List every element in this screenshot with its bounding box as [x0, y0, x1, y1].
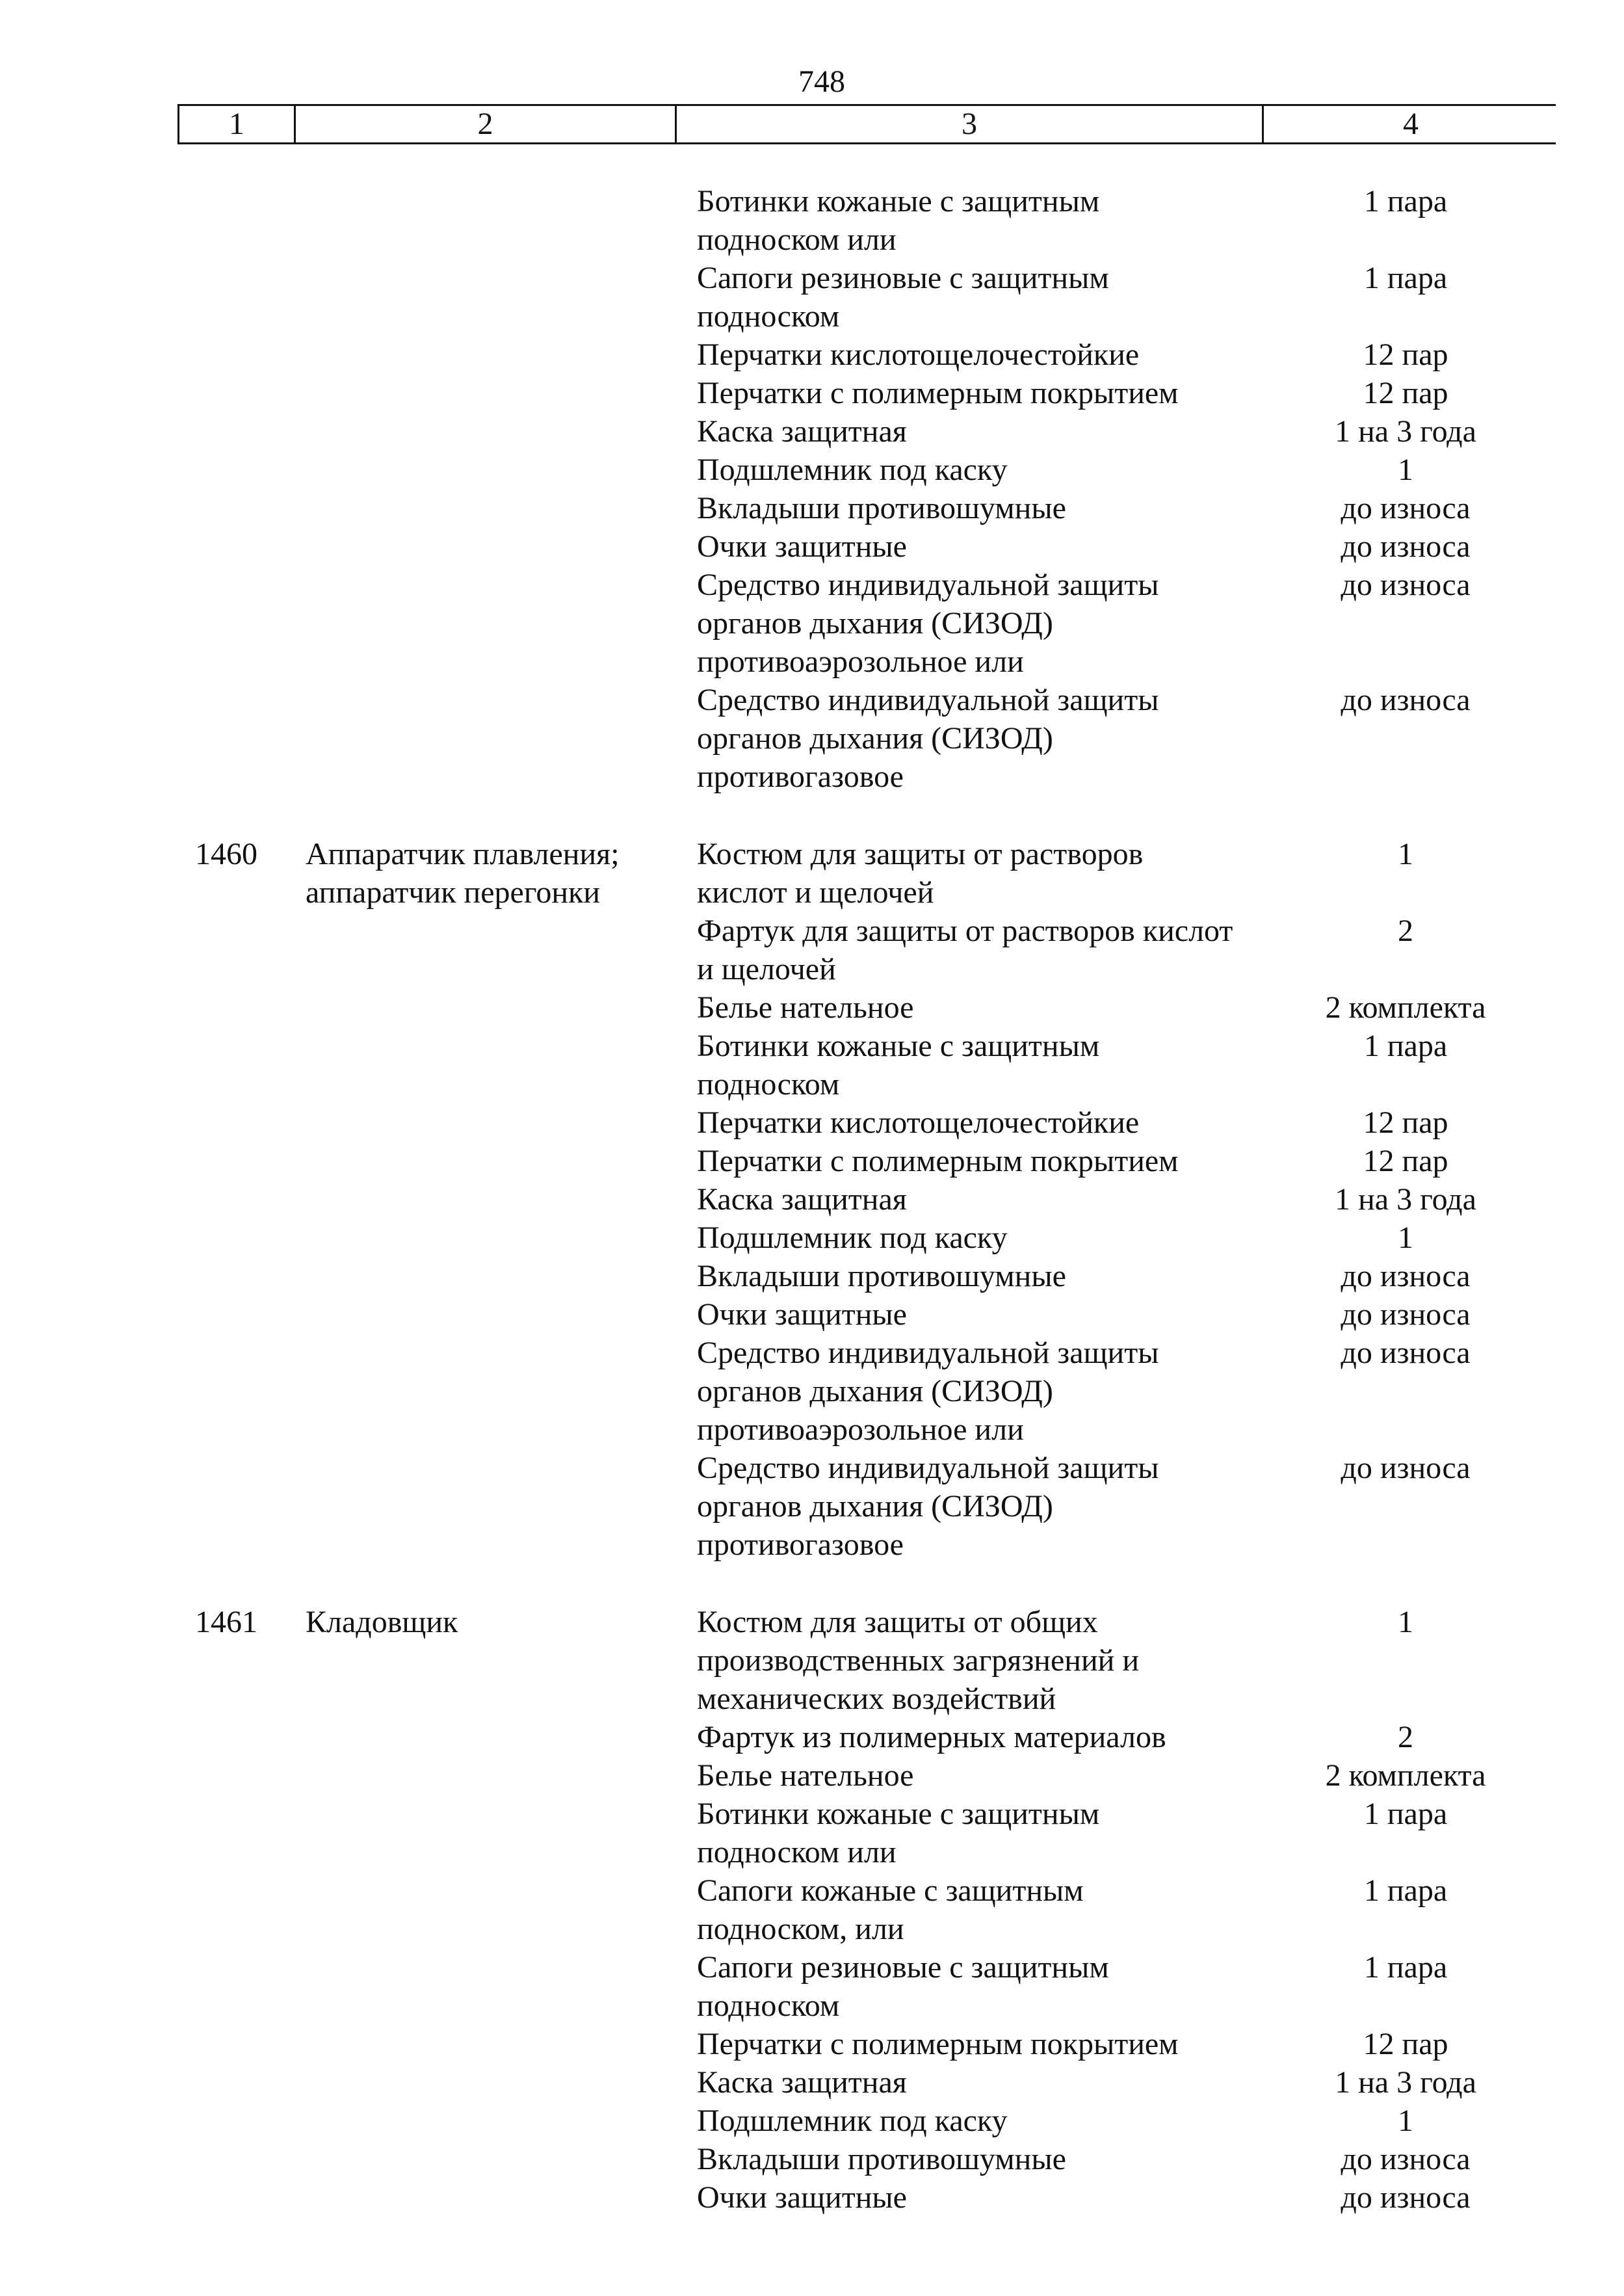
ppe-item-name: Средство индивидуальной защиты органов дыхания (СИЗОД) противогазовое — [697, 1451, 1159, 1562]
table-row — [0, 1795, 1624, 1871]
ppe-issue-norm: до износа — [1341, 529, 1471, 564]
table-row — [0, 1871, 1624, 1948]
ppe-item-name: Вкладыши противошумные — [697, 1259, 1066, 1293]
ppe-issue-norm: 12 пар — [1363, 376, 1448, 410]
ppe-issue-norm: 2 — [1398, 1720, 1413, 1754]
ppe-item-name: Перчатки кислотощелочестойкие — [697, 1105, 1140, 1140]
ppe-item-name: Сапоги резиновые с защитным подноском — [697, 1950, 1109, 2023]
ppe-item-name: Фартук для защиты от растворов кислот и щелочей — [697, 914, 1233, 986]
ppe-item-name: Белье нательное — [697, 1758, 914, 1793]
ppe-item-name: Подшлемник под каску — [697, 453, 1008, 487]
ppe-issue-norm: 1 — [1398, 837, 1413, 871]
ppe-item-name: Костюм для защиты от растворов кислот и щелочей — [697, 837, 1144, 910]
table-row — [0, 2025, 1624, 2063]
table-row — [0, 1295, 1624, 1334]
table-row — [0, 566, 1624, 681]
ppe-issue-norm: до износа — [1341, 1297, 1471, 1332]
ppe-item-name: Костюм для защиты от общих производственных загрязнений и механических воздействий — [697, 1605, 1140, 1716]
ppe-issue-norm: до износа — [1341, 1336, 1471, 1370]
table-row — [0, 1948, 1624, 2025]
ppe-item-name: Ботинки кожаные с защитным подноском или — [697, 1797, 1100, 1869]
ppe-item-name: Сапоги резиновые с защитным подноском — [697, 261, 1109, 334]
table-row — [0, 2140, 1624, 2178]
block-separator — [0, 1564, 1624, 1603]
ppe-issue-norm: 1 — [1398, 2104, 1413, 2138]
ppe-issue-norm: 12 пар — [1363, 2027, 1448, 2061]
ppe-issue-norm: до износа — [1341, 683, 1471, 717]
occupation-name: Кладовщик — [306, 1605, 458, 1639]
column-header-1: 1 — [229, 107, 244, 141]
ppe-item-name: Средство индивидуальной защиты органов дыхания (СИЗОД) противоаэрозольное или — [697, 568, 1159, 679]
ppe-item-name: Каска защитная — [697, 414, 907, 449]
table-row — [0, 2063, 1624, 2102]
table-row — [0, 1718, 1624, 1756]
table-row — [0, 681, 1624, 796]
table-row — [0, 1027, 1624, 1103]
ppe-item-name: Средство индивидуальной защиты органов дыхания (СИЗОД) противогазовое — [697, 683, 1159, 794]
column-header-2: 2 — [477, 107, 493, 141]
table-body — [0, 182, 1624, 2217]
table-row — [0, 1334, 1624, 1449]
ppe-issue-norm: 1 пара — [1363, 1029, 1448, 1063]
ppe-item-name: Очки защитные — [697, 1297, 907, 1332]
ppe-issue-norm: 1 пара — [1363, 184, 1448, 218]
table-row — [0, 1603, 1624, 1718]
table-row — [0, 1257, 1624, 1295]
page-number: 748 — [798, 64, 845, 99]
table-row — [0, 374, 1624, 412]
column-header-3: 3 — [962, 107, 977, 141]
ppe-issue-norm: 1 — [1398, 453, 1413, 487]
ppe-issue-norm: 1 на 3 года — [1335, 2065, 1476, 2100]
ppe-issue-norm: 1 — [1398, 1221, 1413, 1255]
ppe-issue-norm: 1 на 3 года — [1335, 1182, 1476, 1217]
ppe-item-name: Белье нательное — [697, 990, 914, 1025]
table-row — [0, 1180, 1624, 1219]
ppe-issue-norm: 1 на 3 года — [1335, 414, 1476, 449]
ppe-item-name: Подшлемник под каску — [697, 2104, 1008, 2138]
ppe-issue-norm: 2 комплекта — [1325, 990, 1486, 1025]
table-row — [0, 336, 1624, 374]
ppe-issue-norm: 1 пара — [1363, 1950, 1448, 1985]
table-column-header — [177, 104, 1556, 144]
occupation-name: Аппаратчик плавления; аппаратчик перегонки — [306, 837, 620, 910]
table-row — [0, 489, 1624, 527]
ppe-issue-norm: 2 — [1398, 914, 1413, 948]
ppe-issue-norm: 1 пара — [1363, 1797, 1448, 1831]
ppe-issue-norm: до износа — [1341, 2180, 1471, 2215]
ppe-item-name: Ботинки кожаные с защитным подноском или — [697, 184, 1100, 257]
ppe-issue-norm: 12 пар — [1363, 1144, 1448, 1178]
block-separator — [0, 796, 1624, 835]
occupation-block — [0, 1603, 1624, 2217]
ppe-item-name: Перчатки с полимерным покрытием — [697, 376, 1179, 410]
ppe-item-name: Подшлемник под каску — [697, 1221, 1008, 1255]
ppe-issue-norm: до износа — [1341, 2142, 1471, 2176]
ppe-item-name: Каска защитная — [697, 1182, 907, 1217]
table-row — [0, 1449, 1624, 1564]
ppe-item-name: Фартук из полимерных материалов — [697, 1720, 1166, 1754]
occupation-code: 1461 — [195, 1605, 257, 1639]
ppe-item-name: Ботинки кожаные с защитным подноском — [697, 1029, 1100, 1102]
ppe-item-name: Вкладыши противошумные — [697, 491, 1066, 525]
table-row — [0, 2102, 1624, 2140]
ppe-issue-norm: 12 пар — [1363, 1105, 1448, 1140]
ppe-issue-norm: 12 пар — [1363, 337, 1448, 372]
ppe-item-name: Вкладыши противошумные — [697, 2142, 1066, 2176]
table-row — [0, 527, 1624, 566]
table-row — [0, 1103, 1624, 1142]
ppe-issue-norm: 1 — [1398, 1605, 1413, 1639]
occupation-block — [0, 835, 1624, 1564]
table-row — [0, 451, 1624, 489]
table-row — [0, 912, 1624, 988]
ppe-item-name: Сапоги кожаные с защитным подноском, или — [697, 1873, 1084, 1946]
table-row — [0, 1219, 1624, 1257]
ppe-item-name: Перчатки кислотощелочестойкие — [697, 337, 1140, 372]
table-row — [0, 182, 1624, 259]
ppe-item-name: Перчатки с полимерным покрытием — [697, 1144, 1179, 1178]
table-row — [0, 412, 1624, 451]
occupation-code: 1460 — [195, 837, 257, 871]
ppe-issue-norm: до износа — [1341, 1451, 1471, 1485]
occupation-block — [0, 182, 1624, 796]
ppe-issue-norm: до износа — [1341, 491, 1471, 525]
table-row — [0, 988, 1624, 1027]
ppe-item-name: Перчатки с полимерным покрытием — [697, 2027, 1179, 2061]
ppe-issue-norm: 1 пара — [1363, 1873, 1448, 1908]
ppe-issue-norm: 2 комплекта — [1325, 1758, 1486, 1793]
ppe-item-name: Каска защитная — [697, 2065, 907, 2100]
ppe-issue-norm: 1 пара — [1363, 261, 1448, 295]
table-row — [0, 259, 1624, 336]
ppe-item-name: Средство индивидуальной защиты органов дыхания (СИЗОД) противоаэрозольное или — [697, 1336, 1159, 1447]
table-row — [0, 835, 1624, 912]
ppe-issue-norm: до износа — [1341, 1259, 1471, 1293]
table-row — [0, 1142, 1624, 1180]
table-row — [0, 2178, 1624, 2217]
ppe-issue-norm: до износа — [1341, 568, 1471, 602]
column-header-4: 4 — [1403, 107, 1419, 141]
table-row — [0, 1756, 1624, 1795]
ppe-item-name: Очки защитные — [697, 529, 907, 564]
ppe-item-name: Очки защитные — [697, 2180, 907, 2215]
